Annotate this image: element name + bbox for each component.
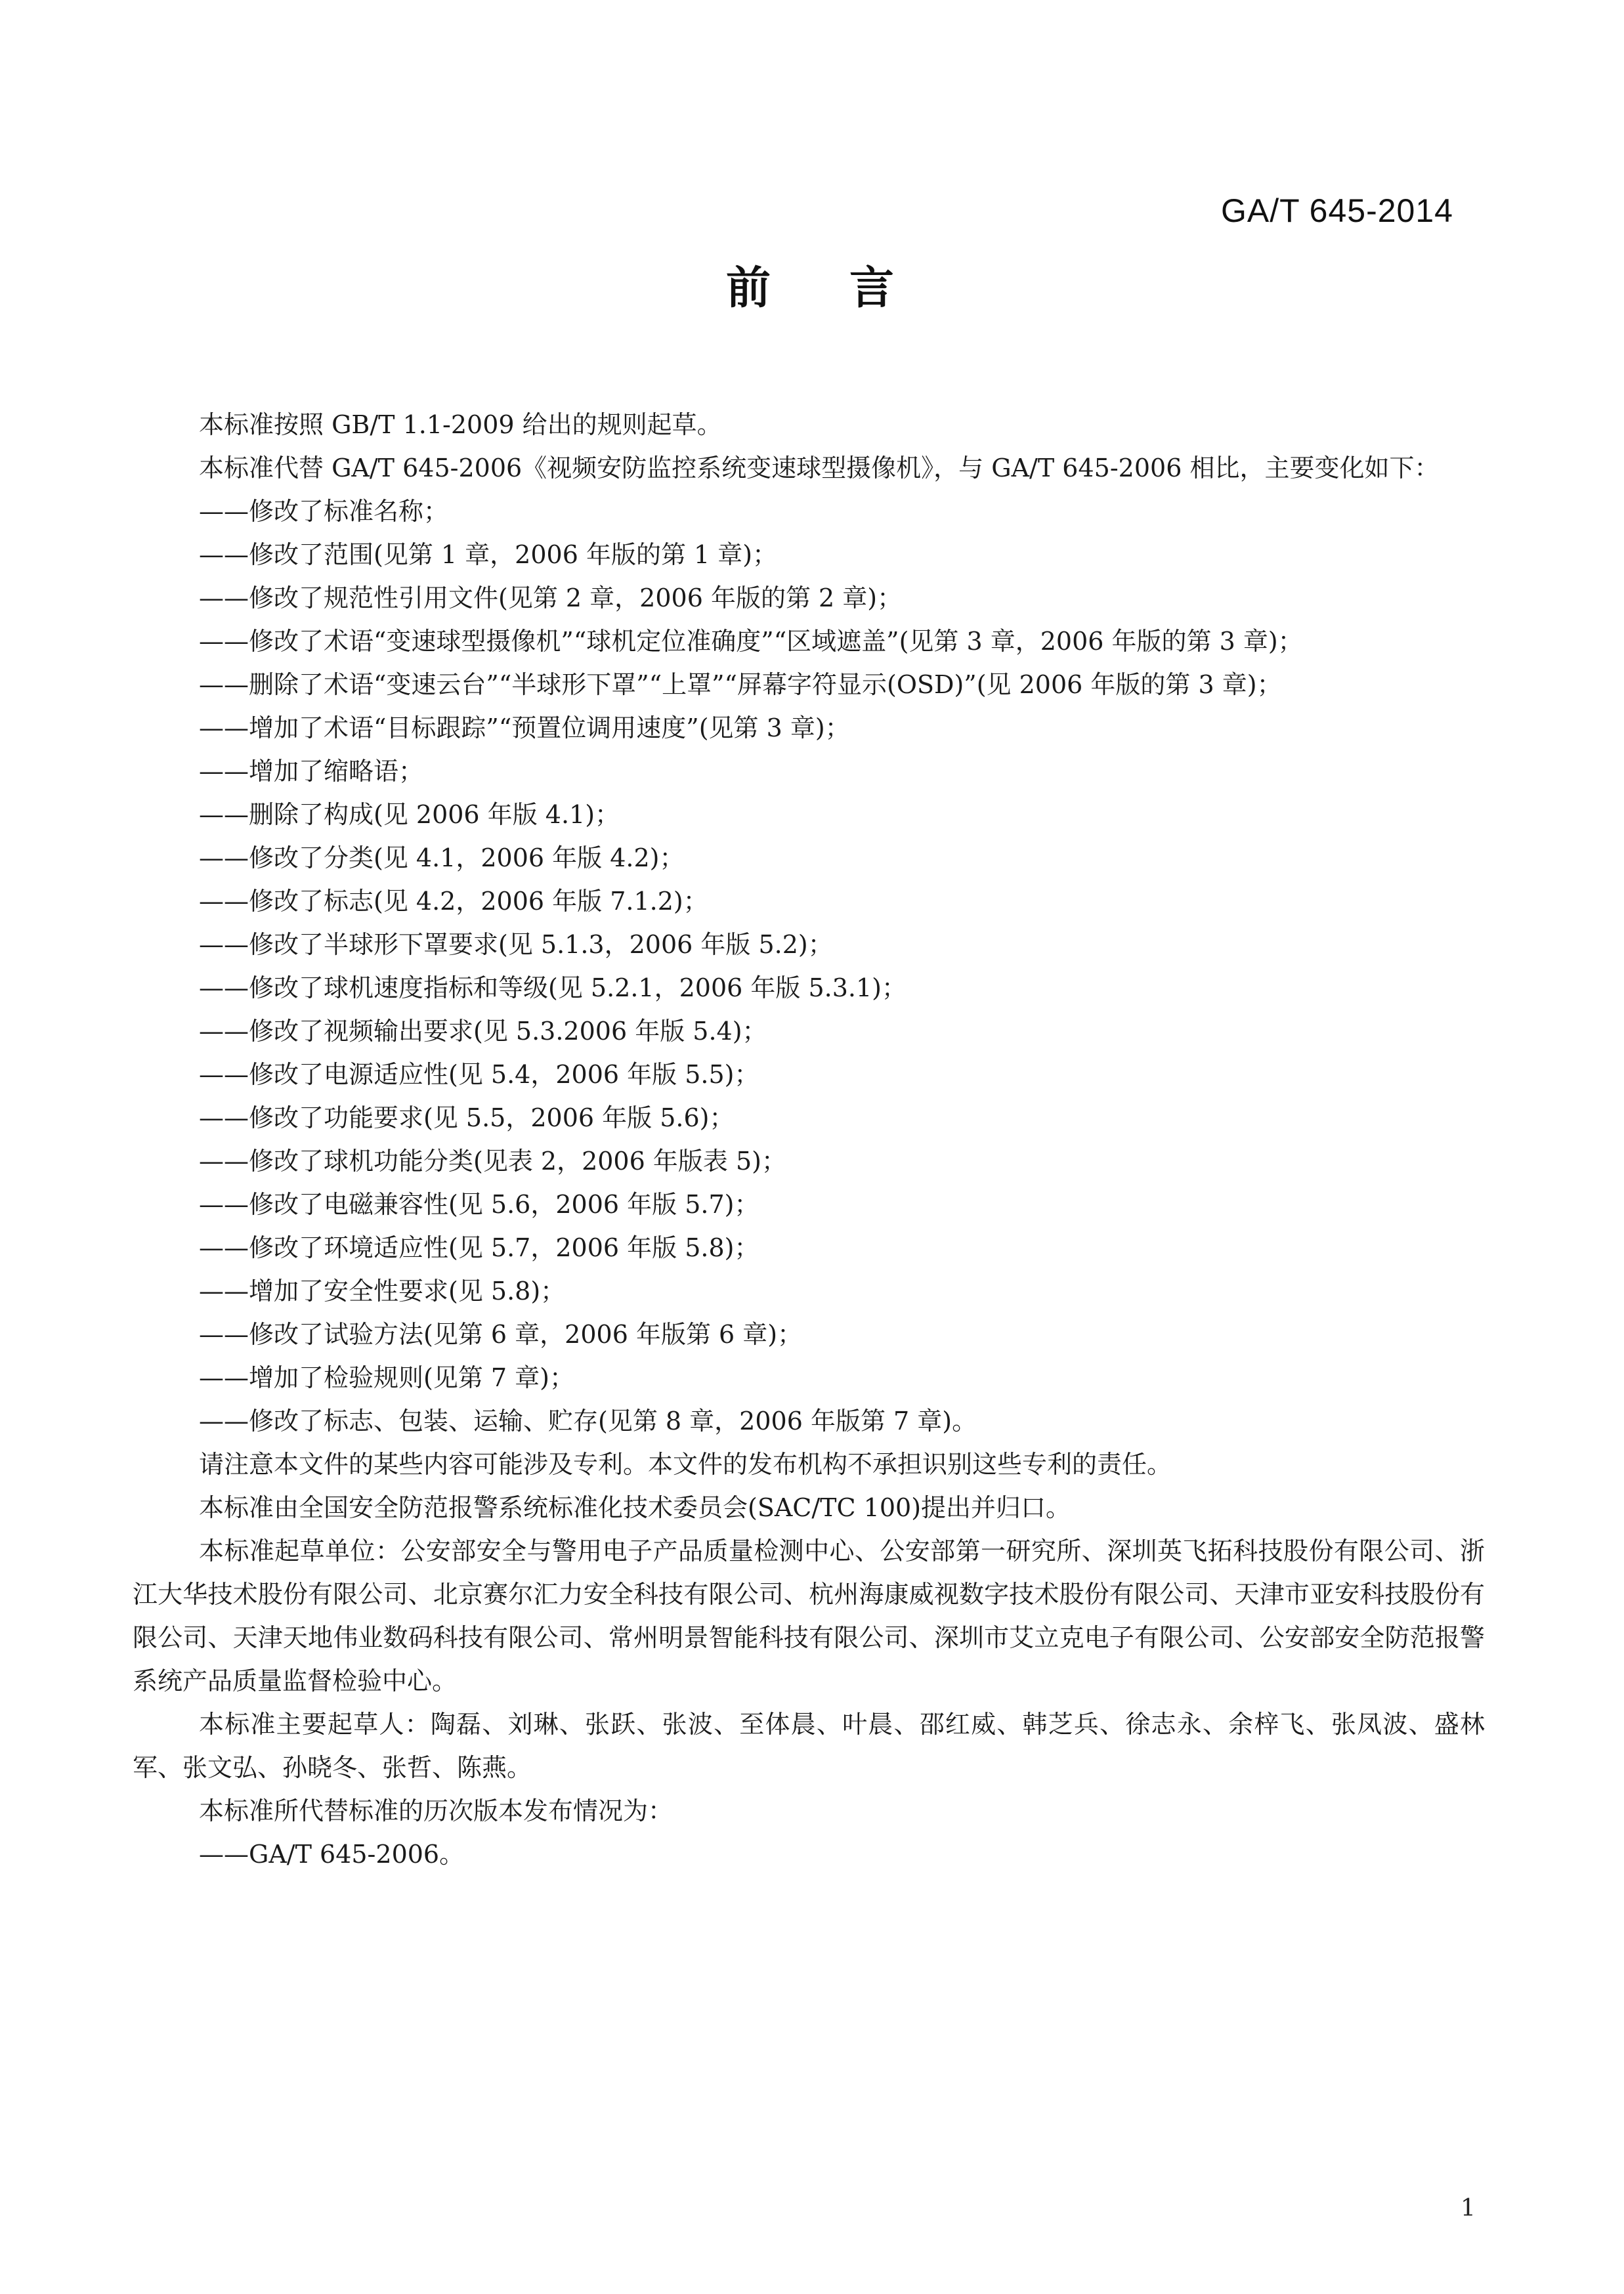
change-item: ——增加了安全性要求(见 5.8)； <box>199 1277 566 1306</box>
change-item: ——修改了分类(见 4.1，2006 年版 4.2)； <box>199 843 685 872</box>
change-item: ——修改了半球形下罩要求(见 5.1.3，2006 年版 5.2)； <box>199 930 833 959</box>
change-item: ——删除了术语“变速云台”“半球形下罩”“上罩”“屏幕字符显示(OSD)”(见 2006 年版的第 3 章)； <box>199 670 1282 699</box>
change-item: ——修改了球机速度指标和等级(见 5.2.1，2006 年版 5.3.1)； <box>199 973 907 1002</box>
paragraph-history-intro: 本标准所代替标准的历次版本发布情况为： <box>199 1796 673 1825</box>
change-item: ——修改了范围(见第 1 章，2006 年版的第 1 章)； <box>199 540 778 569</box>
change-item: ——修改了视频输出要求(见 5.3.2006 年版 5.4)； <box>199 1017 767 1046</box>
change-item: ——修改了电源适应性(见 5.4，2006 年版 5.5)； <box>199 1060 759 1089</box>
change-item: ——修改了球机功能分类(见表 2，2006 年版表 5)； <box>199 1147 786 1176</box>
paragraph-patent-notice: 请注意本文件的某些内容可能涉及专利。本文件的发布机构不承担识别这些专利的责任。 <box>199 1450 1172 1479</box>
paragraph-drafting-rules: 本标准按照 GB/T 1.1-2009 给出的规则起草。 <box>199 410 722 439</box>
change-item: ——修改了标志(见 4.2，2006 年版 7.1.2)； <box>199 887 708 916</box>
page-title: 前言 <box>726 263 973 314</box>
history-item: ——GA/T 645-2006。 <box>199 1840 465 1869</box>
change-item: ——修改了术语“变速球型摄像机”“球机定位准确度”“区域遮盖”(见第 3 章，2006 年版的第 3 章)； <box>199 627 1303 656</box>
change-item: ——修改了规范性引用文件(见第 2 章，2006 年版的第 2 章)； <box>199 584 903 612</box>
change-item: ——增加了术语“目标跟踪”“预置位调用速度”(见第 3 章)； <box>199 713 850 742</box>
standard-code: GA/T 645-2014 <box>1221 192 1453 229</box>
change-item: ——修改了环境适应性(见 5.7，2006 年版 5.8)； <box>199 1233 759 1262</box>
page-number: 1 <box>1461 2195 1476 2222</box>
change-item: ——增加了缩略语； <box>199 757 424 786</box>
change-item: ——修改了试验方法(见第 6 章，2006 年版第 6 章)； <box>199 1320 803 1349</box>
change-item: ——修改了标志、包装、运输、贮存(见第 8 章，2006 年版第 7 章)。 <box>199 1407 977 1435</box>
paragraph-drafters: 本标准主要起草人：陶磊、刘琳、张跃、张波、至体晨、叶晨、邵红威、韩芝兵、徐志永、余梓飞、张凤波、盛林军、张文弘、孙晓冬、张哲、陈燕。 <box>133 1710 1485 1782</box>
paragraph-replacement: 本标准代替 GA/T 645-2006《视频安防监控系统变速球型摄像机》，与 GA/T 645-2006 相比，主要变化如下： <box>199 454 1440 482</box>
change-item: ——修改了电磁兼容性(见 5.6，2006 年版 5.7)； <box>199 1190 759 1219</box>
paragraph-drafting-units: 本标准起草单位：公安部安全与警用电子产品质量检测中心、公安部第一研究所、深圳英飞拓科技股份有限公司、浙江大华技术股份有限公司、北京赛尔汇力安全科技有限公司、杭州海康威视数字技术股份有限公司、天津市亚安科技股份有限公司、天津天地伟业数码科技有限公司、常州明景智能科技有限公司、深圳市艾立克电子有限公司、公安部安全防范报警系统产品质量监督检验中心。 <box>133 1537 1485 1695</box>
change-item: ——增加了检验规则(见第 7 章)； <box>199 1363 574 1392</box>
change-item: ——修改了功能要求(见 5.5，2006 年版 5.6)； <box>199 1103 735 1132</box>
change-item: ——删除了构成(见 2006 年版 4.1)； <box>199 800 620 829</box>
paragraph-proposed-by: 本标准由全国安全防范报警系统标准化技术委员会(SAC/TC 100)提出并归口。 <box>199 1493 1071 1522</box>
change-item: ——修改了标准名称； <box>199 497 449 526</box>
document-body <box>133 403 1485 1876</box>
